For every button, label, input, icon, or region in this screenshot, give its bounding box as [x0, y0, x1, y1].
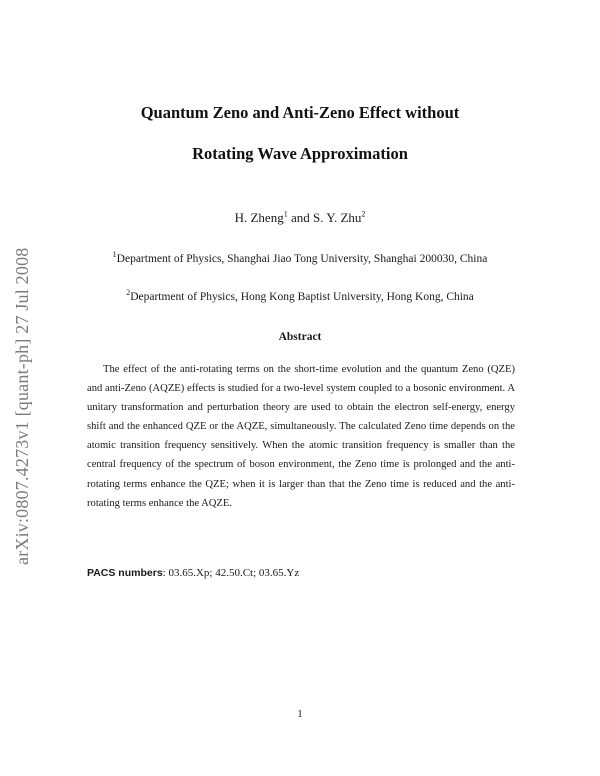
affiliation-1: [0, 250, 600, 265]
paper-title-line-1: Quantum Zeno and Anti-Zeno Effect without: [140, 103, 460, 122]
affiliation-text: Department of Physics, Shanghai Jiao Tong University, Shanghai 200030, China: [116, 253, 488, 265]
author-name: H. Zheng: [234, 210, 284, 225]
paper-title-line-2: Rotating Wave Approximation: [192, 144, 408, 163]
affiliation-mark: 1: [283, 209, 288, 219]
page-number: 1: [297, 708, 303, 720]
arxiv-identifier-stamp: arXiv:0807.4273v1 [quant-ph] 27 Jul 2008: [12, 247, 32, 565]
affiliation-mark: 2: [126, 288, 131, 298]
pacs-values: : 03.65.Xp; 42.50.Ct; 03.65.Yz: [162, 567, 300, 579]
affiliation-2: [0, 288, 600, 303]
pacs-numbers: [87, 567, 299, 579]
affiliation-mark: 2: [361, 209, 366, 219]
author-list: [0, 210, 600, 226]
author-conjunction: and: [287, 210, 313, 225]
author-name: S. Y. Zhu: [312, 210, 362, 225]
affiliation-mark: 1: [112, 250, 117, 260]
affiliation-text: Department of Physics, Hong Kong Baptist University, Hong Kong, China: [130, 291, 474, 303]
pacs-label: PACS numbers: [87, 567, 163, 579]
abstract-body: The effect of the anti-rotating terms on the short-time evolution and the quantum Zeno (QZE) and anti-Zeno (AQZE) effects is studied for a two-level system coupled to a bosonic environment. A unitary transformation and perturbation theory are used to obtain the electron self-energy, energy shift and the enhanced QZE or the AQZE, simultaneously. The calculated Zeno time depends on the atomic transition frequency sensitively. When the atomic transition frequency is smaller than the central frequency of the spectrum of boson environment, the Zeno time is prolonged and the anti-rotating terms enhance the QZE; when it is larger than that the Zeno time is reduced and the anti-rotating terms enhance the AQZE.: [87, 364, 515, 509]
abstract-heading: Abstract: [278, 331, 322, 343]
